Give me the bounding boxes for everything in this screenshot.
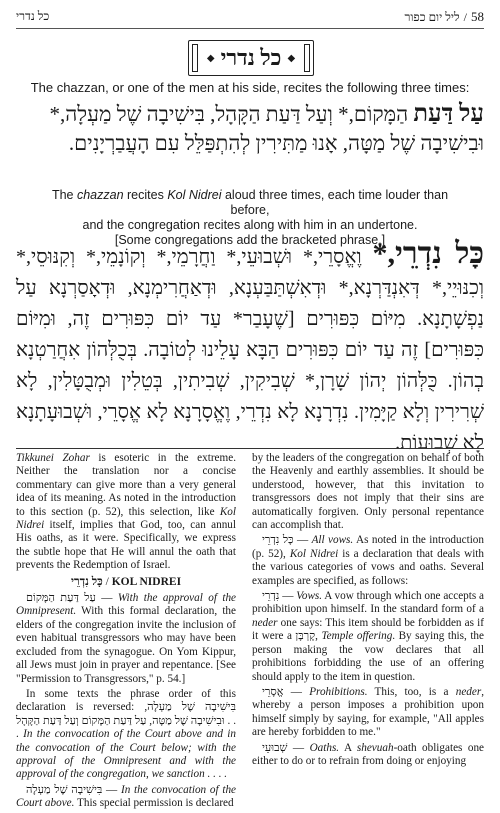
text: . . .	[16, 714, 236, 741]
text: With this formal declaration, the elders of the congregation invite the inclusion of even habitual transgressors who may have been excluded from the synagogue. On Yom Kippur, all Jews must join in prayer and repentance. [See "Permission to Transgressors," p. 54.]	[16, 605, 236, 685]
text: In some texts the phrase order of this declaration is reversed:	[16, 687, 236, 714]
header-separator: /	[463, 10, 467, 24]
instr-text: recites	[123, 188, 168, 202]
commentary-paragraph	[16, 452, 236, 573]
text: —	[293, 534, 312, 547]
text: ,	[315, 630, 322, 643]
instr-text: The	[51, 188, 77, 202]
text: is a declaration that deals with the various categories of vows and oaths. Several examples are specified, as follows:	[252, 547, 485, 587]
hebrew-term: בִּישִׁיבָה שֶׁל מַעְלָה	[26, 783, 103, 796]
hebrew-term: עַל דַּעַת הַמָּקוֹם	[26, 592, 96, 605]
kol-nidrei-text	[16, 238, 484, 459]
hebrew-term: כָּל נִדְרֵי	[262, 534, 294, 547]
instr-italic: Kol Nidrei	[167, 188, 222, 202]
kol-nidrei-lead: כָּל נִדְרֵי,*	[372, 237, 485, 270]
text: As noted in the introduction (p. 52),	[252, 534, 484, 560]
text: , whereby a person imposes a prohibition upon himself simply by saying, for example, "All apples are hereby forbidden to me."	[252, 685, 484, 739]
commentary-paragraph	[16, 688, 236, 782]
section-title: ליל יום כפור	[404, 10, 460, 24]
text: A	[339, 741, 357, 754]
text: one says: This item should be forbidden as if it were a	[252, 616, 484, 643]
text: itself, implies that God, too, can annul His oaths, as it were. Specifically, we express the subtle hope that He will annul the oath that prevents the Redemption of Israel.	[16, 519, 236, 572]
commentary-paragraph: by the leaders of the congregation on behalf of both the Heavenly and earthly assemblies. It should be understood, however, that this invitation to transgressors does not imply that their sins are automatically forgiven. Only personal repentance can accomplish that.	[252, 452, 484, 532]
italic-term: In the convocation of the Court above and in the convocation of the Court below; with the approval of the Omnipresent and with the approval of the congregation, we sanction . . . .	[16, 728, 237, 781]
italic-term: Kol Nidrei	[289, 547, 339, 560]
text: This, too, is a	[367, 685, 456, 698]
prayer-title-box	[188, 40, 314, 76]
page-header	[16, 6, 484, 28]
hebrew-declaration	[16, 100, 484, 158]
commentary-subhead	[16, 576, 236, 589]
instruction-first: The chazzan, or one of the men at his side, recites the following three times:	[30, 80, 470, 95]
commentary-divider	[16, 448, 484, 449]
hebrew-term: אֱסָרֵי	[262, 685, 284, 698]
commentary-paragraph	[252, 742, 484, 769]
kol-nidrei-body: וֶאֱסָרֵי,* וּשְׁבוּעֵי,* וַחֲרָמֵי,* וְקוֹנָמֵי,* וְקִנּוּסֵי,* וְכִנּוּיֵי,* דְּאִנְדַּרְנָא,* וּדְאִשְׁתַּבַּעְנָא, וּדְאַחֲרִימְנָא, וּדְאָסַרְנָא עַל נַפְשָׁתָנָא. מִיּוֹם כִּפּוּרִים [שֶׁעָבַר* עַד יוֹם כִּפּוּרִים זֶה, וּמִיּוֹם כִּפּוּרִים] זֶה עַד יוֹם כִּפּוּרִים הַבָּא עָלֵינוּ לְטוֹבָה. בְּכֻלְּהוֹן אִחֲרַטְנָא בְהוֹן. כֻּלְּהוֹן יְהוֹן שָׁרָן,* שְׁבִיקִין, שְׁבִיתִין, בְּטֵלִין וּמְבֻטָּלִין, לָא שְׁרִירִין וְלָא קַיָּמִין. נִדְרָנָא לָא נִדְרֵי, וֶאֱסָרָנָא לָא אֱסָרֵי, וּשְׁבוּעָתָנָא לָא שְׁבוּעוֹת.	[16, 246, 484, 454]
italic-term: neder	[455, 685, 482, 698]
text: —	[95, 592, 118, 605]
text: A vow through which one accepts a prohibition upon himself. In the standard form of a	[252, 590, 485, 616]
instr-text: aloud three times, each time louder than before,	[221, 188, 449, 217]
italic-term: Vows.	[296, 590, 323, 603]
commentary-column-left	[16, 452, 236, 813]
italic-term: With the approval of the Omnipresent.	[16, 592, 237, 618]
hebrew-term: קָרְבָּן	[295, 630, 316, 643]
instr-line3: [Some congregations add the bracketed phrase.]	[114, 233, 386, 247]
text: -oath obligates one either to do or to refrain from doing or enjoying	[252, 741, 485, 767]
page-number: 58	[471, 9, 484, 24]
hebrew-term: שְׁבוּעֵי	[262, 741, 288, 754]
instr-italic: chazzan	[76, 188, 124, 202]
commentary-column-right	[252, 452, 484, 770]
title-ornament-icon: ◆	[206, 52, 215, 64]
hebrew-term: נִדְרֵי	[262, 590, 280, 603]
running-head-right	[404, 9, 484, 25]
text: —	[287, 741, 310, 754]
commentary-paragraph	[16, 592, 236, 686]
italic-term: Tikkunei Zohar	[16, 452, 90, 464]
instr-line2: and the congregation recites along with him in an undertone.	[82, 218, 418, 232]
italic-term: shevuah	[356, 741, 394, 754]
subhead-english: KOL NIDREI	[111, 575, 182, 588]
italic-term: Prohibitions.	[309, 685, 368, 698]
text: —	[102, 783, 121, 796]
italic-term: Temple offering	[321, 630, 393, 643]
running-head-left: כל נדרי	[16, 9, 50, 23]
text: . By saying this, the person making the vow declares that all prohibitions forbidding the use of an offering should apply to the item in question.	[252, 630, 484, 683]
italic-term: In the convocation of the Court above.	[16, 783, 237, 810]
italic-term: Oaths.	[309, 741, 340, 754]
commentary-paragraph	[252, 590, 484, 684]
italic-term: All vows.	[311, 534, 354, 547]
hebrew-term: בִּישִׁיבָה שֶׁל מַעְלָה, וּבִישִׁיבָה שֶׁל מַטָּה, עַל דַּעַת הַמָּקוֹם וְעַל דַּעַת הַקָּהָל	[16, 701, 237, 727]
commentary-paragraph	[252, 534, 484, 588]
prayer-title: כל נדרי	[220, 45, 282, 70]
italic-term: neder	[252, 616, 278, 629]
commentary-paragraph	[252, 686, 484, 740]
hebrew-declaration-text: הַמָּקוֹם,* וְעַל דַּעַת הַקָּהָל, בִּישִׁיבָה שֶׁל מַעְלָה,* וּבִישִׁיבָה שֶׁל מַטָּה, אָנוּ מַתִּירִין לְהִתְפַּלֵּל עִם הָעֲבַרְיָנִים.	[49, 102, 484, 155]
subhead-hebrew: כָּל נִדְרֵי	[70, 575, 103, 588]
title-ornament-icon: ◆	[287, 52, 296, 64]
text: —	[279, 590, 297, 603]
hebrew-declaration-lead: עַל דַּעַת	[413, 101, 484, 127]
text: is esoteric in the extreme. Neither the translation nor a concise commentary can give more than a very general idea of its meaning. As noted in the introduction to this section (p. 52), this selection, like	[16, 452, 236, 518]
text: This special permission is declared	[74, 797, 234, 810]
commentary-paragraph	[16, 784, 236, 811]
header-rule	[16, 28, 484, 29]
text: —	[283, 685, 310, 698]
subhead-separator: /	[102, 575, 112, 588]
italic-term: Kol Nidrei	[16, 505, 236, 532]
